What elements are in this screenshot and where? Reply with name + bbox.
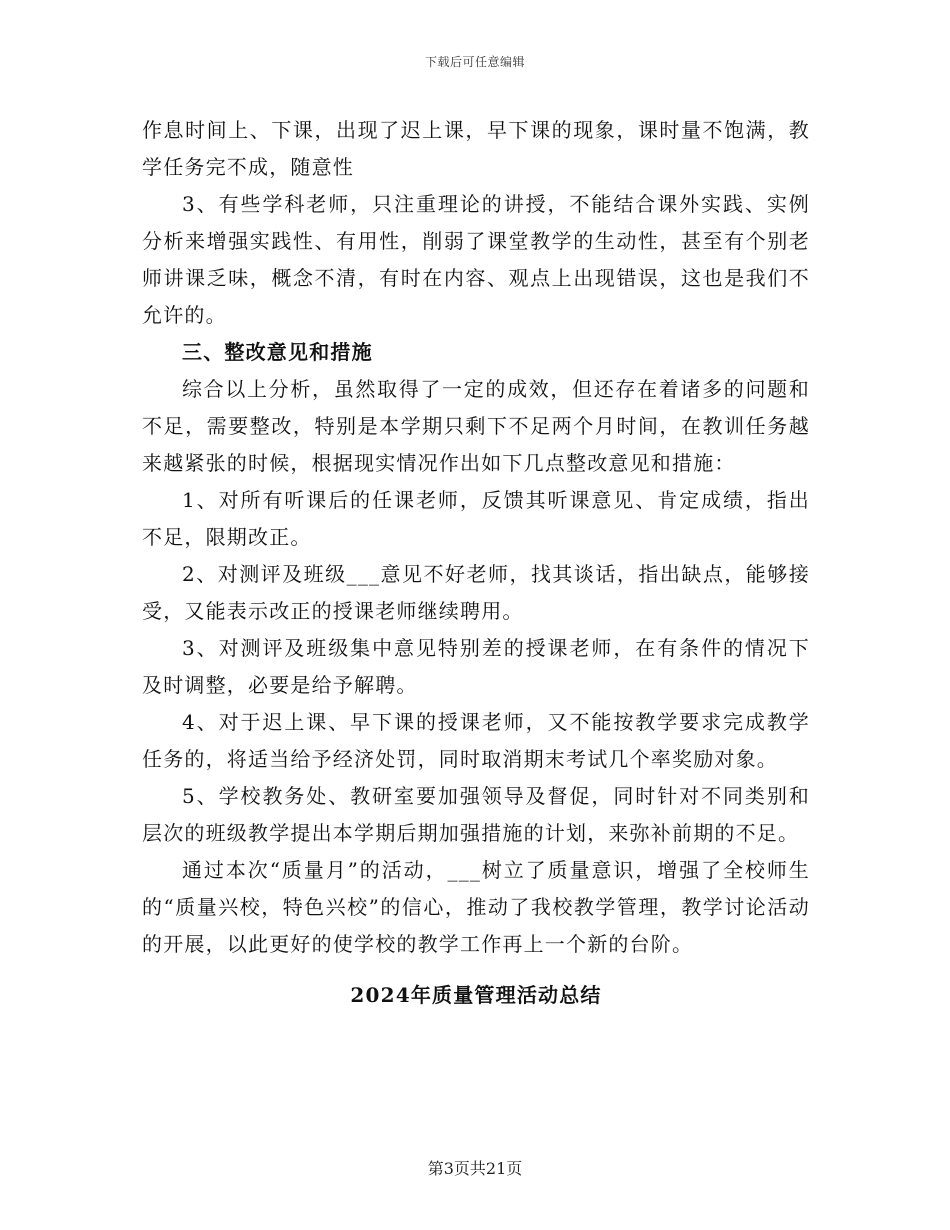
measure-item-4: 4、对于迟上课、早下课的授课老师，又不能按教学要求完成教学任务的，将适当给予经济处罚，同时取消期末考试几个率奖励对象。 <box>142 710 810 771</box>
paragraph-conclusion: 通过本次“质量月”的活动，___树立了质量意识，增强了全校师生的“质量兴校，特色兴校”的信心，推动了我校教学管理，教学讨论活动的开展，以此更好的使学校的教学工作再上一个新的台阶。 <box>142 858 810 956</box>
section-heading: 三、整改意见和措施 <box>182 340 373 364</box>
measure-item-1: 1、对所有听课后的任课老师，反馈其听课意见、肯定成绩，指出不足，限期改正。 <box>142 488 810 549</box>
measure-item-5: 5、学校教务处、教研室要加强领导及督促，同时针对不同类别和层次的班级教学提出本学期后期加强措施的计划，来弥补前期的不足。 <box>142 784 810 845</box>
page-number: 第3页共21页 <box>427 1159 523 1178</box>
page-header-note: 下载后可任意编辑 <box>424 55 525 69</box>
paragraph-intro: 综合以上分析，虽然取得了一定的成效，但还存在着诸多的问题和不足，需要整改，特别是本学期只剩下不足两个月时间，在教训任务越来越紧张的时候，根据现实情况作出如下几点整改意见和措施： <box>142 377 810 475</box>
measure-item-2: 2、对测评及班级___意见不好老师，找其谈话，指出缺点，能够接受，又能表示改正的授课老师继续聘用。 <box>142 562 810 623</box>
paragraph-item-3: 3、有些学科老师，只注重理论的讲授，不能结合课外实践、实例分析来增强实践性、有用性，削弱了课堂教学的生动性，甚至有个别老师讲课乏味，概念不清，有时在内容、观点上出现错误，这也是我们不允许的。 <box>142 192 810 327</box>
measure-item-3: 3、对测评及班级集中意见特别差的授课老师，在有条件的情况下及时调整，必要是给予解聘。 <box>142 636 810 697</box>
paragraph-continued: 作息时间上、下课，出现了迟上课，早下课的现象，课时量不饱满，教学任务完不成，随意性 <box>142 118 810 179</box>
document-body <box>142 112 810 1014</box>
next-document-title: 2024年质量管理活动总结 <box>350 983 602 1007</box>
